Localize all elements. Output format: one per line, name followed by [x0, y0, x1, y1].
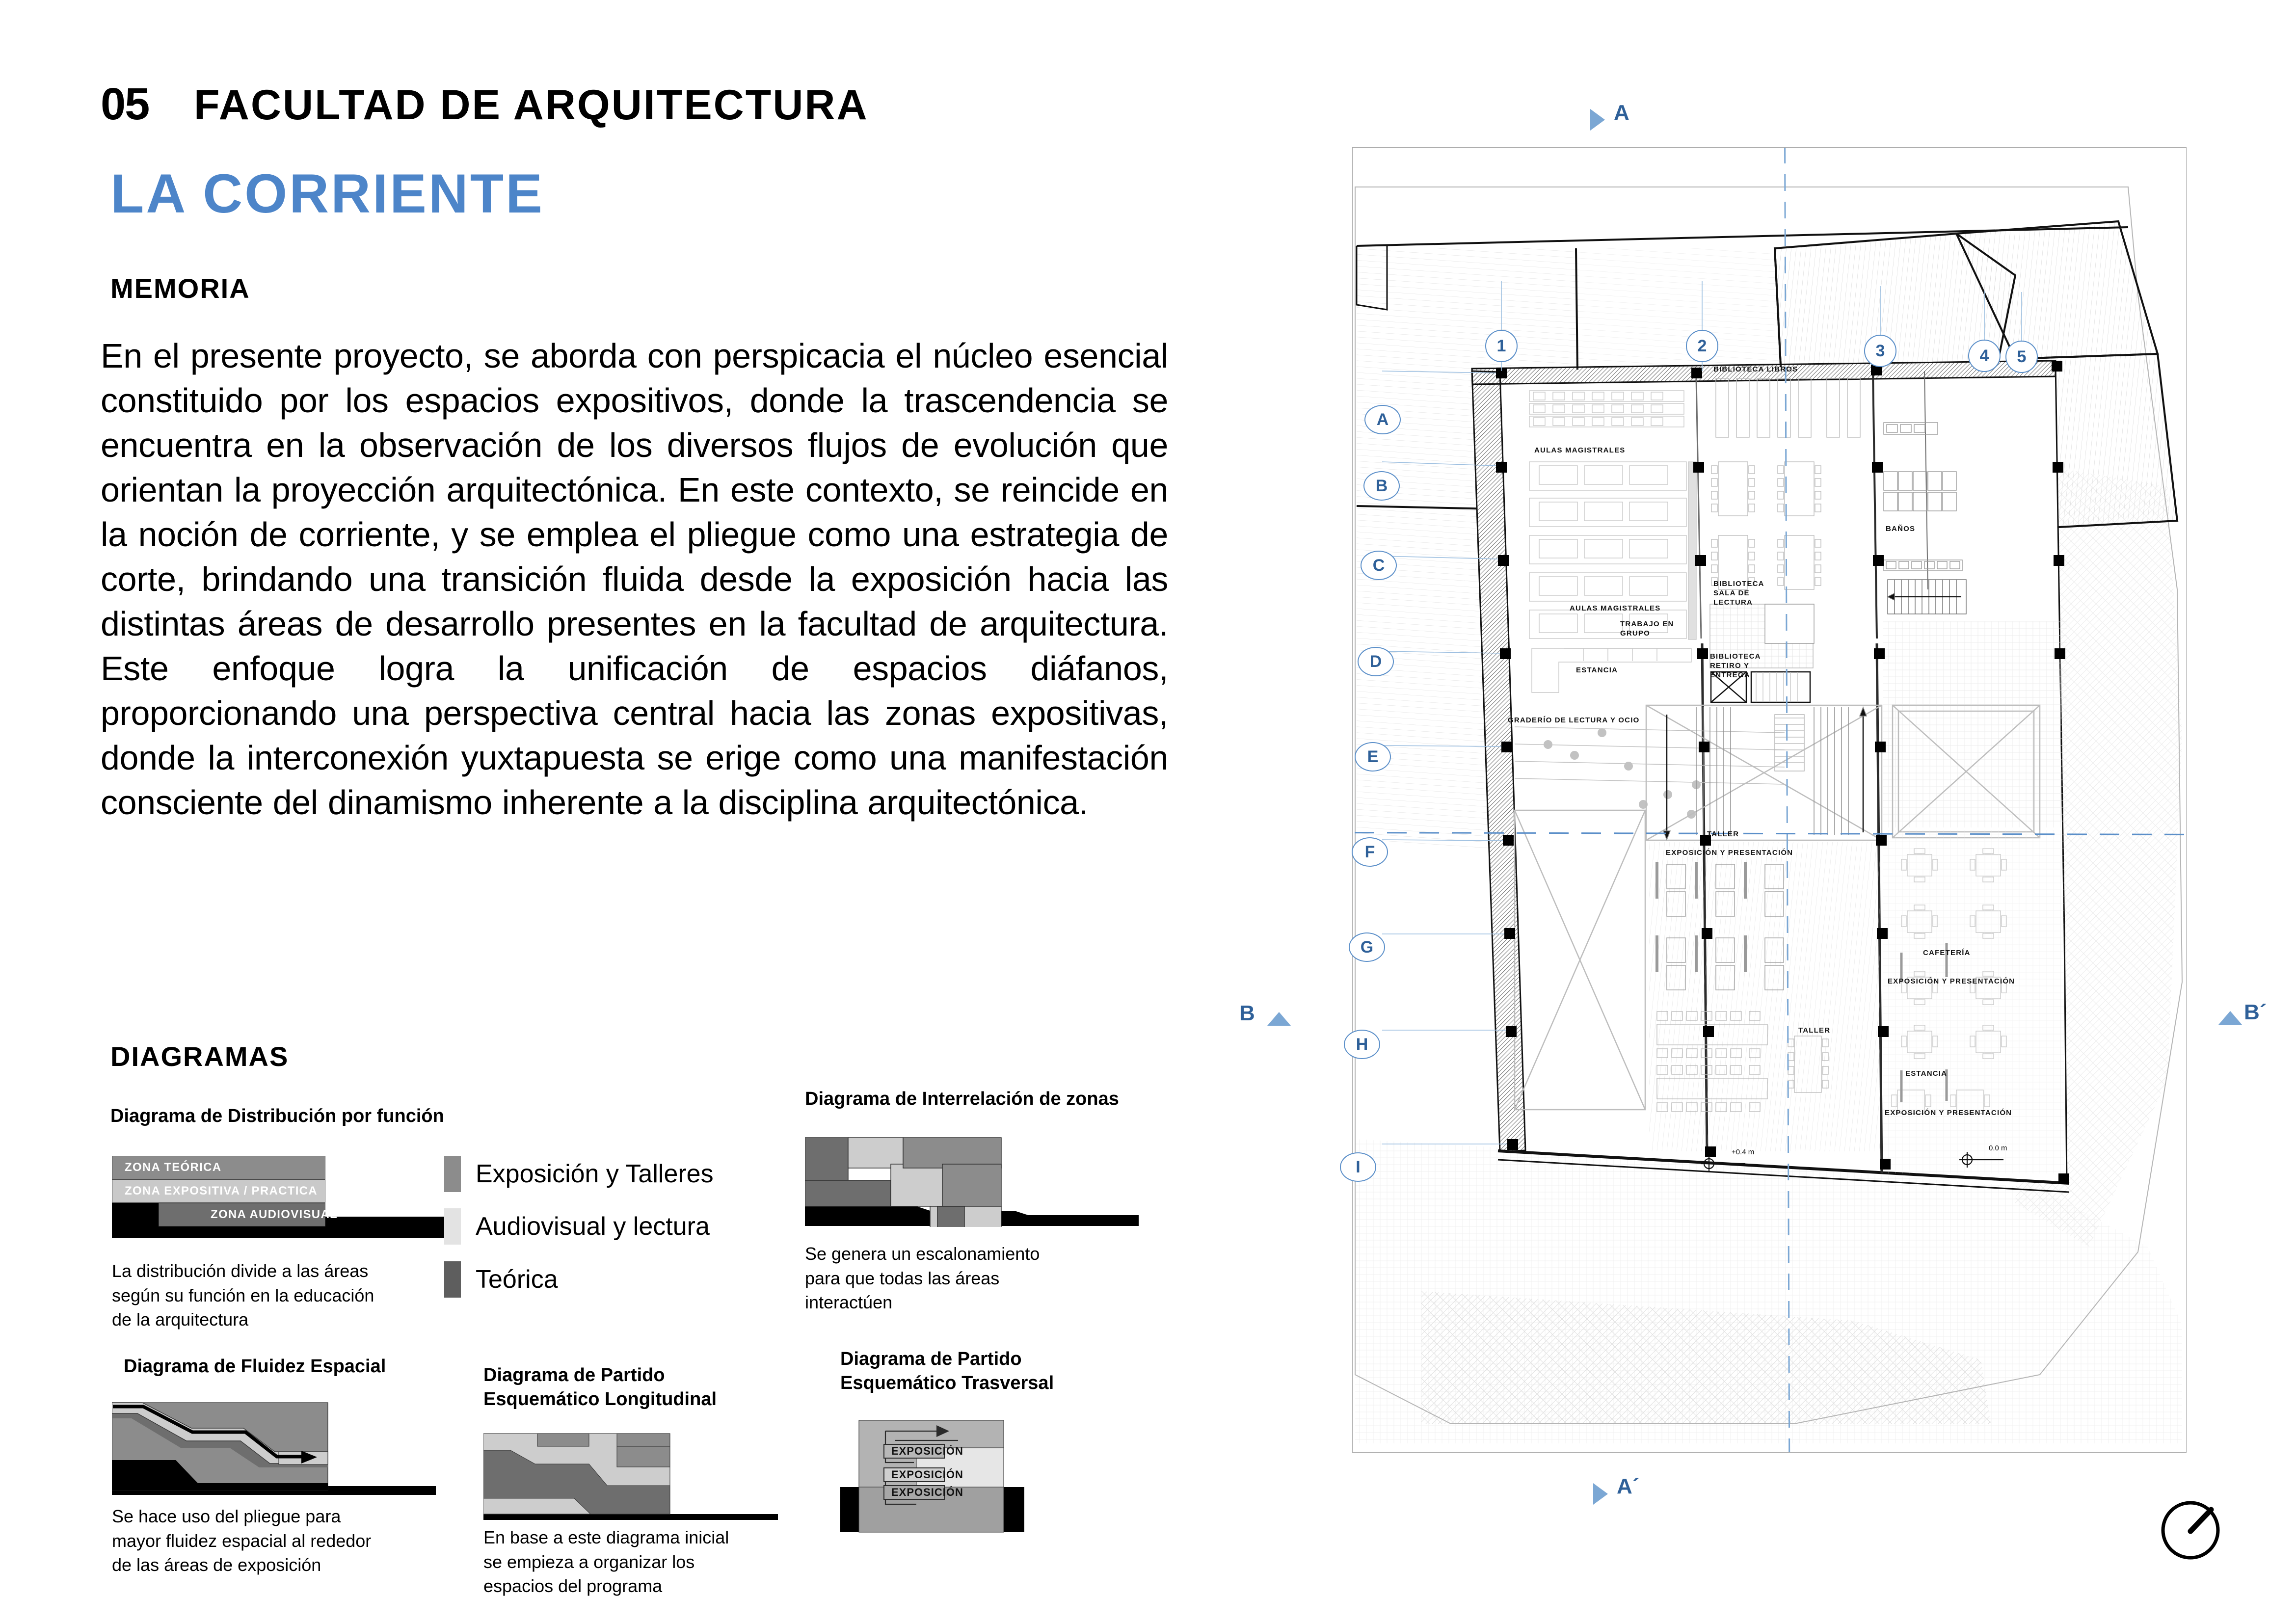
grid-bubble-row-a[interactable]: A [1364, 405, 1401, 434]
diagram-fluidez-caption: Se hace uso del pliegue para mayor fluidez espacial al rededor de las áreas de exposición [112, 1506, 372, 1575]
diagram-longitudinal-caption: En base a este diagrama inicial se empieza a organizar los espacios del programa [483, 1527, 729, 1596]
grid-bubble-row-f[interactable]: F [1352, 837, 1388, 867]
plan-room-label-cafeteria: CAFETERÍA [1923, 949, 1971, 957]
grid-bubble-row-h[interactable]: H [1344, 1030, 1380, 1059]
diagram-longitudinal-title: Diagrama de Partido Esquemático Longitudinal [483, 1365, 717, 1410]
section-marker-b-arrow-icon [1267, 1012, 1291, 1026]
section-marker-b-prime-label: B´ [2244, 1000, 2267, 1024]
fluidez-shape-icon [112, 1399, 436, 1497]
plan-room-label-aulas-magistrales-1: AULAS MAGISTRALES [1534, 446, 1626, 454]
plan-room-label-estancia-lower: ESTANCIA [1905, 1069, 1948, 1078]
legend-label: Teórica [476, 1265, 558, 1294]
legend-item-teorica [444, 1261, 558, 1298]
memoria-heading: MEMORIA [110, 273, 250, 304]
zone-band-audiovisual [159, 1203, 338, 1226]
diagram-distribucion-caption: La distribución divide a las áreas según su función en la educación de la arquitectura [112, 1261, 374, 1330]
zone-band-label: ZONA EXPOSITIVA / PRACTICA [125, 1184, 318, 1197]
diagram-fluidez-title: Diagrama de Fluidez Espacial [124, 1356, 386, 1377]
plan-room-label-trabajo-en-grupo: TRABAJO EN GRUPO [1620, 620, 1674, 638]
zone-band-label: ZONA AUDIOVISUAL [211, 1208, 338, 1221]
plan-room-label-banos: BAÑOS [1886, 525, 1916, 533]
plan-room-label-biblioteca-sala-lectura: BIBLIOTECA SALA DE LECTURA [1713, 580, 1764, 607]
plan-room-label-exposicion-presentacion-2: EXPOSICIÓN Y PRESENTACIÓN [1888, 977, 2015, 985]
plan-room-label-taller-2: TALLER [1707, 830, 1739, 838]
exposicion-box-label: EXPOSICIÓN [891, 1445, 963, 1457]
zone-band-teorica [112, 1156, 325, 1179]
legend-label: Exposición y Talleres [476, 1160, 714, 1188]
grid-bubble-row-c[interactable]: C [1361, 551, 1397, 580]
plan-room-label-taller: TALLER [1798, 1026, 1831, 1035]
plan-room-label-estancia-upper: ESTANCIA [1576, 666, 1618, 674]
plan-room-label-exposicion-presentacion-1: EXPOSICIÓN Y PRESENTACIÓN [1666, 849, 1793, 857]
diagram-trasversal-art [840, 1418, 1037, 1543]
interrelacion-shape-icon [805, 1134, 1139, 1227]
plan-room-label-graderio-lectura-ocio: GRADERÍO DE LECTURA Y OCIO [1508, 716, 1640, 724]
legend-swatch-icon [444, 1208, 461, 1245]
plan-room-label-exposicion-presentacion-3: EXPOSICIÓN Y PRESENTACIÓN [1885, 1109, 2012, 1117]
diagram-interrelacion-title: Diagrama de Interrelación de zonas [805, 1089, 1119, 1109]
page-number: 05 [101, 79, 149, 129]
diagram-interrelacion-art [805, 1134, 1139, 1229]
section-marker-a-prime-label: A´ [1617, 1474, 1640, 1498]
exposicion-box-label: EXPOSICIÓN [891, 1468, 963, 1481]
legend-label: Audiovisual y lectura [476, 1212, 710, 1241]
grid-bubble-row-i[interactable]: I [1340, 1152, 1376, 1182]
grid-bubble-row-b[interactable]: B [1363, 471, 1400, 501]
grid-bubble-row-d[interactable]: D [1358, 647, 1394, 676]
plan-level-mark-00: 0.0 m [1989, 1144, 2007, 1152]
grid-bubble-column-5[interactable]: 5 [2005, 341, 2038, 373]
exposicion-box [883, 1467, 963, 1482]
longitudinal-shape-icon [483, 1431, 778, 1521]
floor-plan-drawing [1353, 148, 2186, 1452]
legend-swatch-icon [444, 1261, 461, 1298]
project-title: LA CORRIENTE [110, 163, 544, 224]
section-marker-a-prime-arrow-icon [1593, 1483, 1608, 1505]
diagram-interrelacion-caption: Se genera un escalonamiento para que todas las áreas interactúen [805, 1244, 1040, 1313]
exposicion-box-label: EXPOSICIÓN [891, 1486, 963, 1498]
grid-bubble-row-e[interactable]: E [1355, 742, 1391, 772]
section-marker-b-prime-arrow-icon [2218, 1011, 2242, 1025]
exposicion-box [883, 1485, 963, 1500]
grid-bubble-column-4[interactable]: 4 [1968, 340, 2001, 372]
plan-room-label-biblioteca-retiro-entrega: BIBLIOTECA RETIRO Y ENTREGA [1710, 652, 1761, 679]
memoria-body-text: En el presente proyecto, se aborda con perspicacia el núcleo esencial constituido por los espacios expositivos, donde la trascendencia se encuentra en la observación de los diversos flujos de evolución que orientan la proyección arquitectónica. En este contexto, se reincide en la noción de corriente, y se emplea el pliegue como una estrategia de corte, brindando una transición fluida desde la exposición hacia las distintas áreas de desarrollo presentes en la facultad de arquitectura. Este enfoque logra la unificación de espacios diáfanos, proporcionando una perspectiva central hacia las zonas expositivas, donde la interconexión yuxtapuesta se erige como una manifestación consciente del dinamismo inherente a la disciplina arquitectónica. [101, 337, 1168, 822]
diagram-longitudinal-art [483, 1431, 778, 1524]
legend-swatch-icon [444, 1156, 461, 1192]
section-marker-a-arrow-icon [1590, 109, 1605, 131]
diagram-distribucion-title: Diagrama de Distribución por función [110, 1106, 444, 1126]
legend-item-audiovisual [444, 1208, 710, 1245]
grid-bubble-column-2[interactable]: 2 [1686, 330, 1718, 362]
diagram-distribucion-art [112, 1151, 455, 1239]
legend-item-exposicion [444, 1156, 714, 1192]
board-title: FACULTAD DE ARQUITECTURA [194, 81, 869, 129]
zone-band-label: ZONA TEÓRICA [125, 1161, 222, 1174]
exposicion-box [883, 1444, 963, 1459]
north-arrow-icon [2152, 1492, 2231, 1570]
plan-room-label-aulas-magistrales-2: AULAS MAGISTRALES [1570, 604, 1661, 612]
section-marker-b-label: B [1239, 1001, 1255, 1025]
diagramas-heading: DIAGRAMAS [110, 1041, 289, 1072]
grid-bubble-column-1[interactable]: 1 [1485, 330, 1518, 362]
diagram-fluidez-art [112, 1399, 436, 1499]
grid-bubble-row-g[interactable]: G [1349, 932, 1385, 962]
plan-level-mark-04: +0.4 m [1732, 1148, 1755, 1156]
plan-room-label-biblioteca-libros: BIBLIOTECA LIBROS [1713, 365, 1798, 373]
zone-band-expositiva [112, 1179, 325, 1203]
grid-bubble-column-3[interactable]: 3 [1864, 335, 1896, 367]
diagram-trasversal-title: Diagrama de Partido Esquemático Trasversal [840, 1349, 1054, 1393]
section-marker-a-label: A [1614, 101, 1629, 125]
floor-plan-panel [1352, 147, 2187, 1453]
